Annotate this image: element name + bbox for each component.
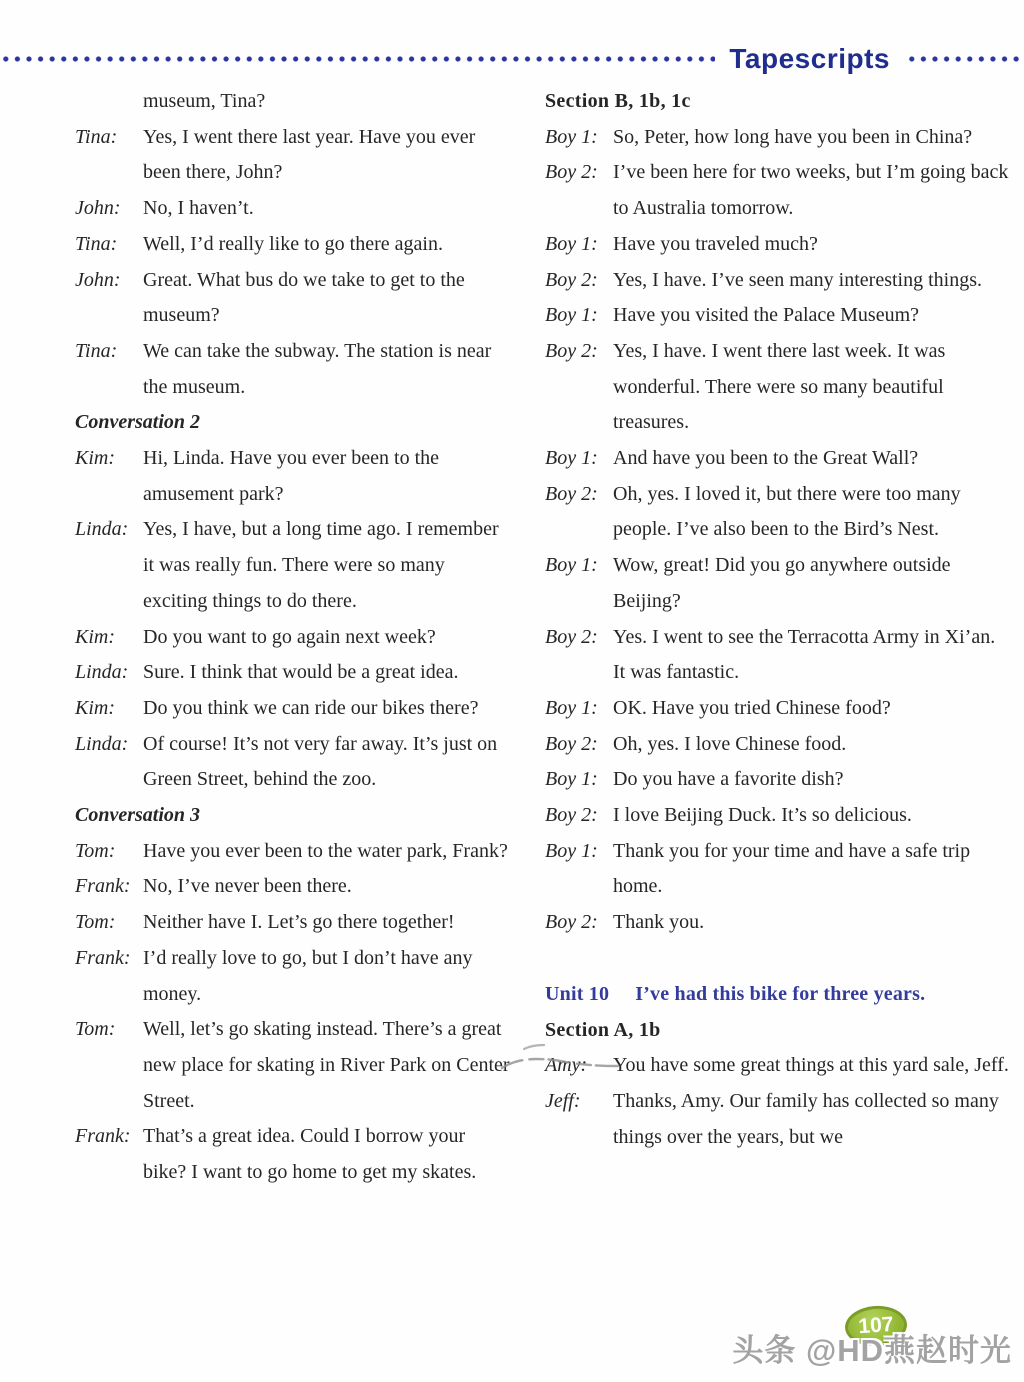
- dialogue-text: Sure. I think that would be a great idea.: [143, 661, 459, 684]
- dialogue-line: [545, 298, 1012, 334]
- dialogue-text: Yes. I went to see the Terracotta Army in Xi’an. It was fantastic.: [613, 625, 996, 684]
- speaker-label: Kim:: [75, 696, 115, 719]
- dialogue-line: [75, 905, 512, 941]
- speaker-label: Linda:: [75, 732, 129, 755]
- dialogue-line: [75, 834, 512, 870]
- watermark-text: 头条 @HD燕赵时光: [732, 1333, 1012, 1368]
- conversation-heading: Conversation 3: [75, 804, 201, 827]
- dialogue-text: Thank you for your time and have a safe trip home.: [613, 839, 971, 898]
- speaker-label: Tina:: [75, 232, 118, 255]
- speaker-label: John:: [75, 197, 121, 220]
- dialogue-text: You have some great things at this yard sale, Jeff.: [613, 1054, 1009, 1077]
- dialogue-line: [75, 869, 512, 905]
- speaker-label: Boy 2:: [545, 339, 598, 362]
- speaker-label: Boy 1:: [545, 232, 598, 255]
- speaker-label: Tom:: [75, 911, 116, 934]
- dialogue-line: [75, 191, 512, 227]
- dialogue-text: I’ve been here for two weeks, but I’m going back to Australia tomorrow.: [613, 161, 1009, 220]
- dialogue-text: Have you traveled much?: [613, 232, 818, 255]
- page-number: 107: [857, 1312, 895, 1339]
- speaker-label: Boy 1:: [545, 839, 598, 862]
- dialogue-text: Great. What bus do we take to get to the museum?: [143, 268, 465, 327]
- dialogue-line: [545, 441, 1012, 477]
- speaker-label: Boy 1:: [545, 304, 598, 327]
- dialogue-text: Well, I’d really like to go there again.: [143, 232, 443, 255]
- dialogue-line: [545, 334, 1012, 441]
- dialogue-line: [545, 762, 1012, 798]
- continuation-line: museum, Tina?: [143, 90, 266, 112]
- dialogue-line: [545, 548, 1012, 619]
- speaker-label: Tina:: [75, 339, 118, 362]
- section-heading: Section B, 1b, 1c: [545, 90, 691, 112]
- dialogue-text: I love Beijing Duck. It’s so delicious.: [613, 804, 912, 827]
- speaker-label: Tom:: [75, 839, 116, 862]
- dialogue-line: [75, 1119, 512, 1190]
- speaker-label: Frank:: [75, 875, 131, 898]
- dialogue-text: Yes, I have, but a long time ago. I remember it was really fun. There were so many exciting things to do there.: [143, 518, 499, 612]
- unit-number-label: Unit 10: [545, 982, 610, 1005]
- dialogue-text: Thanks, Amy. Our family has collected so many things over the years, but we: [613, 1089, 999, 1148]
- text-columns: [75, 84, 1012, 1191]
- unit-heading: [545, 977, 1012, 1013]
- dialogue-text: No, I haven’t.: [143, 197, 254, 220]
- dotted-line-left: [0, 54, 715, 64]
- dialogue-text: I’d really love to go, but I don’t have any money.: [143, 946, 473, 1005]
- dialogue-text: Of course! It’s not very far away. It’s just on Green Street, behind the zoo.: [143, 732, 498, 791]
- dialogue-line: [545, 477, 1012, 548]
- speaker-label: Boy 2:: [545, 804, 598, 827]
- dialogue-text: Yes, I have. I went there last week. It was wonderful. There were so many beautiful treasures.: [613, 339, 946, 434]
- dialogue-line: [75, 227, 512, 263]
- speaker-label: Boy 2:: [545, 161, 598, 184]
- dotted-line-right: [906, 54, 1024, 64]
- page-header: [0, 42, 1024, 76]
- speaker-label: Tom:: [75, 1018, 116, 1041]
- dialogue-line: [545, 691, 1012, 727]
- dialogue-text: Have you visited the Palace Museum?: [613, 304, 920, 327]
- dialogue-line: [545, 905, 1012, 941]
- dialogue-line: [75, 512, 512, 619]
- speaker-label: Boy 1:: [545, 696, 598, 719]
- section-heading: Section A, 1b: [545, 1018, 661, 1041]
- dialogue-line: [75, 727, 512, 798]
- dialogue-text: Hi, Linda. Have you ever been to the amusement park?: [143, 447, 440, 505]
- speaker-label: John:: [75, 268, 121, 291]
- dialogue-text: No, I’ve never been there.: [143, 875, 352, 898]
- dialogue-text: OK. Have you tried Chinese food?: [613, 696, 891, 719]
- dialogue-line: [75, 334, 512, 405]
- dialogue-text: Wow, great! Did you go anywhere outside Beijing?: [613, 554, 951, 612]
- dialogue-text: And have you been to the Great Wall?: [613, 447, 919, 470]
- dialogue-line: [545, 834, 1012, 905]
- speaker-label: Frank:: [75, 1125, 131, 1148]
- speaker-label: Boy 1:: [545, 125, 598, 148]
- dialogue-text: Oh, yes. I love Chinese food.: [613, 732, 847, 755]
- dialogue-line: [75, 655, 512, 691]
- dialogue-line: [75, 441, 512, 512]
- dialogue-text: Well, let’s go skating instead. There’s a great new place for skating in River Park on Center Street.: [143, 1018, 510, 1112]
- dialogue-text: Thank you.: [613, 911, 705, 934]
- dialogue-line: [545, 263, 1012, 299]
- dialogue-text: Do you want to go again next week?: [143, 625, 436, 648]
- speaker-label: Kim:: [75, 447, 115, 470]
- speaker-label: Linda:: [75, 518, 129, 541]
- speaker-label: Boy 2:: [545, 482, 598, 505]
- speaker-label: Amy:: [545, 1054, 588, 1077]
- speaker-label: Boy 2:: [545, 911, 598, 934]
- dialogue-text: Yes, I have. I’ve seen many interesting things.: [613, 268, 983, 291]
- speaker-label: Frank:: [75, 946, 131, 969]
- dialogue-line: [545, 727, 1012, 763]
- speaker-label: Kim:: [75, 625, 115, 648]
- dialogue-line: [545, 798, 1012, 834]
- speaker-label: Boy 2:: [545, 268, 598, 291]
- dialogue-text: Yes, I went there last year. Have you ever been there, John?: [143, 125, 476, 184]
- dialogue-line: [545, 227, 1012, 263]
- dialogue-text: Do you think we can ride our bikes there?: [143, 696, 479, 719]
- dialogue-text: Oh, yes. I loved it, but there were too many people. I’ve also been to the Bird’s Nest.: [613, 482, 961, 541]
- dialogue-line: [545, 620, 1012, 691]
- dialogue-line: [545, 155, 1012, 226]
- page-title: Tapescripts: [729, 43, 890, 74]
- speaker-label: Linda:: [75, 661, 129, 684]
- dialogue-line: [75, 941, 512, 1012]
- speaker-label: Tina:: [75, 125, 118, 148]
- dialogue-text: Do you have a favorite dish?: [613, 768, 844, 791]
- unit-title: I’ve had this bike for three years.: [635, 982, 926, 1005]
- pencil-squiggle-mark: [494, 1036, 626, 1080]
- dialogue-text: Have you ever been to the water park, Frank?: [143, 839, 508, 862]
- speaker-label: Boy 1:: [545, 768, 598, 791]
- speaker-label: Boy 2:: [545, 732, 598, 755]
- dialogue-line: [75, 120, 512, 191]
- left-column: [75, 84, 512, 1191]
- speaker-label: Jeff:: [545, 1089, 581, 1112]
- dialogue-line: [75, 620, 512, 656]
- dialogue-text: We can take the subway. The station is near the museum.: [143, 339, 492, 398]
- speaker-label: Boy 2:: [545, 625, 598, 648]
- dialogue-line: [75, 1012, 512, 1119]
- conversation-heading: Conversation 2: [75, 411, 201, 434]
- right-column: [545, 84, 1012, 1155]
- dialogue-line: [545, 120, 1012, 156]
- dialogue-line: [75, 263, 512, 334]
- dialogue-line: [545, 1084, 1012, 1155]
- speaker-label: Boy 1:: [545, 554, 598, 577]
- dialogue-line: [75, 691, 512, 727]
- dialogue-text: So, Peter, how long have you been in China?: [613, 125, 973, 148]
- dialogue-text: Neither have I. Let’s go there together!: [143, 911, 455, 934]
- speaker-label: Boy 1:: [545, 447, 598, 470]
- dialogue-text: That’s a great idea. Could I borrow your bike? I want to go home to get my skates.: [143, 1125, 477, 1184]
